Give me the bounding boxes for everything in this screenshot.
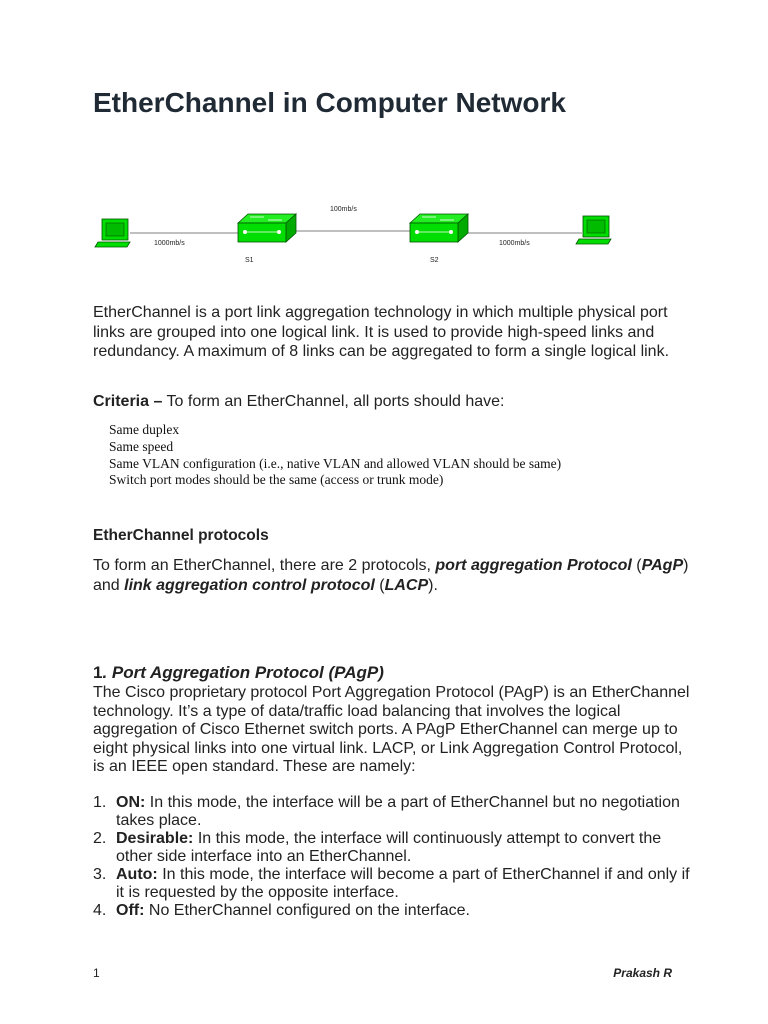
criteria-item: Same duplex bbox=[109, 422, 180, 437]
pagp-heading bbox=[93, 663, 384, 683]
protocols-text: ( bbox=[374, 576, 385, 594]
protocols-text: ). bbox=[428, 576, 438, 594]
list-item-number: 1. bbox=[93, 794, 107, 811]
pagp-heading-title: . Port Aggregation Protocol (PAgP) bbox=[102, 663, 384, 682]
criteria-item: Same speed bbox=[109, 438, 174, 454]
protocols-text: ) and bbox=[93, 557, 689, 594]
pagp-modes-list bbox=[93, 794, 693, 920]
switch-s1-icon bbox=[238, 214, 296, 242]
list-item-number: 4. bbox=[93, 902, 107, 919]
pagp-paragraph: The Cisco proprietary protocol Port Aggregation Protocol (PAgP) is an EtherChannel technology. It’s a type of data/traffic load balancing that involves the logical aggregation of Cisco Ethernet switch ports. A PAgP EtherChannel can merge up to eight physical links into one virtual link. LACP, or Link Aggregation Control Protocol, is an IEEE open standard. These are namely: bbox=[93, 684, 690, 775]
intro-paragraph: EtherChannel is a port link aggregation technology in which multiple physical port links are grouped into one logical link. It is used to provide high-speed links and redundancy. A maximum of 8 links can be aggregated to form a single logical link. bbox=[93, 304, 670, 360]
mode-name: Off: bbox=[116, 902, 145, 919]
criteria-item: Same VLAN configuration (i.e., native VLAN and allowed VLAN should be same) bbox=[109, 455, 562, 471]
protocols-paragraph bbox=[93, 556, 693, 595]
link-right-label: 1000mb/s bbox=[499, 240, 530, 247]
footer-author: Prakash R bbox=[613, 966, 672, 980]
pc-right-icon bbox=[576, 216, 611, 244]
mode-desc: In this mode, the interface will become a part of EtherChannel if and only if it is requested by the opposite interface. bbox=[116, 866, 690, 901]
switch-s1-label: S1 bbox=[245, 257, 254, 264]
pagp-heading-number: 1 bbox=[93, 663, 103, 682]
list-item bbox=[93, 830, 693, 866]
mode-name: ON: bbox=[116, 794, 146, 811]
criteria-paragraph bbox=[93, 392, 693, 412]
list-item-number: 3. bbox=[93, 866, 107, 883]
criteria-text: To form an EtherChannel, all ports should have: bbox=[162, 393, 505, 410]
switch-s2-label: S2 bbox=[430, 257, 439, 264]
criteria-label: Criteria – bbox=[93, 393, 163, 410]
list-item bbox=[93, 866, 693, 902]
list-item-number: 2. bbox=[93, 830, 107, 847]
pagp-abbr: PAgP bbox=[641, 557, 684, 574]
criteria-item: Switch port modes should be the same (access or trunk mode) bbox=[109, 472, 444, 488]
mode-desc: In this mode, the interface will continuously attempt to convert the other side interface into an EtherChannel. bbox=[116, 830, 662, 865]
lacp-term: link aggregation control protocol bbox=[124, 576, 375, 594]
criteria-list bbox=[109, 422, 561, 489]
list-item bbox=[93, 794, 693, 830]
protocols-text: To form an EtherChannel, there are 2 protocols, bbox=[93, 557, 436, 574]
switch-s2-icon bbox=[410, 214, 468, 242]
lacp-abbr: LACP bbox=[384, 576, 429, 594]
mode-name: Desirable: bbox=[116, 830, 194, 847]
page-number: 1 bbox=[93, 966, 100, 980]
page-title: EtherChannel in Computer Network bbox=[93, 87, 566, 118]
mode-desc: No EtherChannel configured on the interface. bbox=[144, 902, 470, 919]
network-topology-diagram bbox=[90, 196, 690, 271]
link-top-label: 100mb/s bbox=[330, 206, 357, 213]
pagp-term: port aggregation Protocol bbox=[435, 557, 632, 574]
mode-name: Auto: bbox=[116, 866, 158, 883]
protocols-text: ( bbox=[631, 557, 642, 574]
protocols-heading: EtherChannel protocols bbox=[93, 527, 269, 544]
link-left-label: 1000mb/s bbox=[154, 240, 185, 247]
list-item bbox=[93, 902, 693, 920]
mode-desc: In this mode, the interface will be a part of EtherChannel but no negotiation takes place. bbox=[116, 794, 680, 829]
pc-left-icon bbox=[95, 219, 130, 247]
